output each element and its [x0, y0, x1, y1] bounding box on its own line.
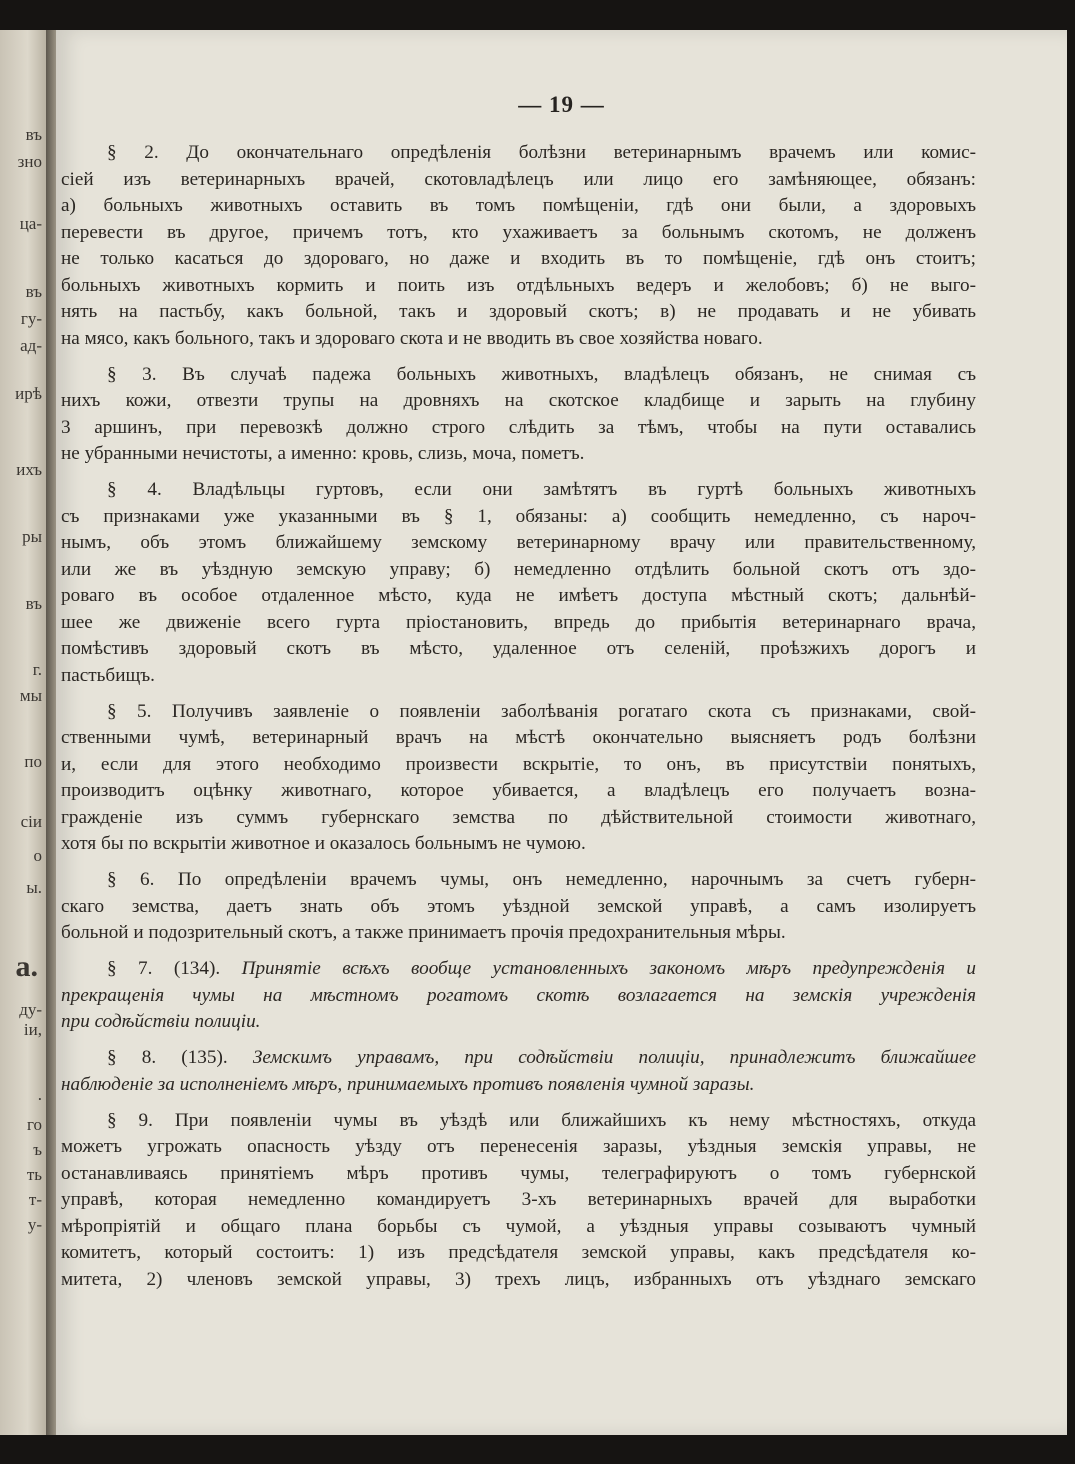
left-page-fragment: ад-	[20, 336, 42, 355]
text-line	[61, 167, 976, 194]
left-page-fragment: ца-	[19, 214, 42, 233]
line-text: Принятіе всѣхъ вообще установленныхъ закономъ мѣръ предупрежденія и	[241, 958, 977, 979]
text-line	[61, 699, 976, 726]
left-page-fragment: т-	[28, 1190, 42, 1209]
text-line	[61, 1009, 976, 1036]
line-text: шее же движеніе всего гурта пріостановить, впредь до прибытія ветеринарнаго врача,	[61, 611, 976, 633]
text-line	[61, 663, 976, 690]
section-number: § 9.	[107, 1109, 153, 1131]
left-page-fragment: ъ	[33, 1140, 42, 1159]
line-text: производитъ оцѣнку животнаго, которое убивается, а владѣлецъ его получаетъ возна-	[61, 780, 976, 801]
section-number: § 7. (134).	[107, 958, 221, 979]
left-page-fragment: въ	[25, 125, 42, 144]
line-text: Владѣльцы гуртовъ, если они замѣтятъ въ гуртѣ больныхъ животныхъ	[192, 479, 977, 500]
text-line	[61, 725, 976, 752]
text-line	[61, 778, 976, 805]
line-text: При появленіи чумы въ уѣздѣ или ближайшихъ къ нему мѣстностяхъ, откуда	[174, 1109, 977, 1131]
line-text: нымъ, объ этомъ ближайшему земскому ветеринарному врачу или правительственному,	[61, 532, 976, 553]
left-page-fragment: ры	[22, 527, 42, 546]
line-text: можетъ угрожать опасность уѣзду отъ перенесенія заразы, уѣздныя земскія управы, не	[61, 1136, 976, 1157]
line-text: наблюденіе за исполненіемъ мѣръ, принимаемыхъ противъ появленія чумной заразы.	[61, 1073, 755, 1095]
left-page-fragment: ы.	[26, 878, 42, 897]
text-line	[61, 1214, 976, 1241]
text-line	[61, 831, 976, 858]
text-line	[61, 220, 976, 247]
text-line	[61, 752, 976, 779]
left-page-fragment: зно	[17, 152, 42, 171]
left-page-fragment: а.	[15, 950, 38, 983]
left-page-fragment: у-	[27, 1215, 42, 1234]
line-text: и, если для этого необходимо произвести вскрытіе, то онъ, въ присутствіи понятыхъ,	[61, 753, 976, 775]
line-text: митета, 2) членовъ земской управы, 3) трехъ лицъ, избранныхъ отъ уѣзднаго земскаго	[61, 1268, 976, 1290]
line-text: хотя бы по вскрытіи животное и оказалось больнымъ не чумою.	[61, 833, 586, 854]
text-line	[61, 441, 976, 468]
text-line	[61, 920, 976, 947]
left-page-fragment: іи,	[23, 1020, 42, 1039]
page-number: — 19 —	[518, 92, 605, 117]
page-text	[61, 140, 976, 1303]
line-text: больной и подозрительный скотъ, а также принимаетъ прочія предохранительныя мѣры.	[61, 922, 786, 943]
left-page-edge	[0, 30, 46, 1435]
text-line	[61, 1267, 976, 1294]
left-page-fragment: мы	[19, 686, 42, 705]
section-number: § 2.	[107, 142, 159, 163]
text-line	[61, 583, 976, 610]
left-page-fragment: ть	[26, 1165, 42, 1184]
left-page-fragment: въ	[25, 282, 42, 301]
line-text: больныхъ животныхъ кормить и поить изъ отдѣльныхъ ведеръ и желобовъ; б) не выго-	[61, 274, 976, 296]
line-text: а) больныхъ животныхъ оставить въ томъ помѣщеніи, гдѣ они были, а здоровыхъ	[61, 195, 976, 216]
text-line	[61, 1134, 976, 1161]
line-text: останавливаясь принятіемъ мѣръ противъ чумы, телеграфируютъ о томъ губернской	[61, 1162, 976, 1184]
section-number: § 8. (135).	[107, 1047, 228, 1068]
line-text: 3 аршинъ, при перевозкѣ должно строго слѣдить за тѣмъ, чтобы на пути оставались	[61, 416, 976, 438]
section-paragraph	[61, 1045, 976, 1098]
line-text: По опредѣленіи врачемъ чумы, онъ немедленно, нарочнымъ за счетъ губерн-	[177, 869, 976, 890]
book-page	[56, 30, 1067, 1435]
section-paragraph	[61, 867, 976, 947]
line-text: Земскимъ управамъ, при содѣйствіи полиціи, принадлежитъ ближайшее	[252, 1047, 977, 1068]
section-paragraph	[61, 699, 976, 858]
line-text: нять на пастьбу, какъ больной, такъ и здоровый скотъ; в) не продавать и не убивать	[61, 301, 976, 322]
text-line	[61, 299, 976, 326]
line-text: ственными чумѣ, ветеринарный врачъ на мѣстѣ окончательно выясняетъ родъ болѣзни	[61, 727, 976, 748]
line-text: не только касаться до здороваго, но даже и входить въ то помѣщеніе, гдѣ онъ стоитъ;	[61, 248, 976, 269]
text-line	[61, 636, 976, 663]
line-text: или же въ уѣздную земскую управу; б) немедленно отдѣлить больной скотъ отъ здо-	[61, 558, 976, 580]
text-line	[61, 1161, 976, 1188]
line-text: съ признаками уже указанными въ § 1, обязаны: а) сообщить немедленно, съ нароч-	[61, 505, 976, 527]
left-page-fragment: ирѣ	[15, 384, 42, 403]
section-paragraph	[61, 956, 976, 1036]
text-line	[61, 530, 976, 557]
left-page-fragment: ду-	[19, 1000, 42, 1019]
left-page-fragment: въ	[25, 594, 42, 613]
line-text: при содѣйствіи полиціи.	[61, 1011, 261, 1032]
text-line	[61, 1187, 976, 1214]
line-text: прекращенія чумы на мѣстномъ рогатомъ скотѣ возлагается на земскія учрежденія	[61, 984, 976, 1006]
text-line	[61, 557, 976, 584]
section-paragraph	[61, 1108, 976, 1294]
section-number: § 5.	[107, 700, 152, 722]
left-page-fragment: гу-	[20, 309, 42, 328]
line-text: перевести въ другое, причемъ тотъ, кто ухаживаетъ за больнымъ скотомъ, не долженъ	[61, 221, 976, 243]
section-paragraph	[61, 477, 976, 689]
text-line	[61, 362, 976, 389]
text-line	[61, 1108, 976, 1135]
line-text: на мясо, какъ больного, такъ и здороваго скота и не вводить въ свое хозяйства новаго.	[61, 327, 763, 349]
line-text: скаго земства, даетъ знать объ этомъ уѣздной земской управѣ, а самъ изолируетъ	[61, 895, 976, 917]
section-paragraph	[61, 362, 976, 468]
text-line	[61, 1045, 976, 1072]
line-text: нихъ кожи, отвезти трупы на дровняхъ на скотское кладбище и зарыть на глубину	[61, 390, 976, 411]
text-line	[61, 504, 976, 531]
text-line	[61, 1240, 976, 1267]
line-text: роваго въ особое отдаленное мѣсто, куда не имѣетъ доступа мѣстный скотъ; дальнѣй-	[61, 585, 976, 606]
text-line	[61, 415, 976, 442]
text-line	[61, 193, 976, 220]
text-line	[61, 956, 976, 983]
text-line	[61, 867, 976, 894]
line-text: Получивъ заявленіе о появленіи заболѣванія рогатаго скота съ признаками, свой-	[171, 700, 977, 722]
left-page-fragment: о	[33, 846, 42, 865]
section-number: § 4.	[107, 479, 162, 500]
text-line	[61, 246, 976, 273]
left-page-fragment: го	[26, 1115, 42, 1134]
left-page-fragment: сіи	[20, 812, 42, 831]
section-paragraph	[61, 140, 976, 352]
line-text: комитетъ, который состоитъ: 1) изъ предсѣдателя земской управы, какъ предсѣдателя ко-	[61, 1242, 976, 1263]
line-text: Въ случаѣ падежа больныхъ животныхъ, владѣлецъ обязанъ, не снимая съ	[182, 363, 977, 385]
line-text: гражденіе изъ суммъ губернскаго земства по дѣйствительной стоимости животнаго,	[61, 806, 976, 828]
line-text: пастьбищъ.	[61, 664, 155, 686]
line-text: мѣропріятій и общаго плана борьбы съ чумой, а уѣздныя управы созываютъ чумный	[61, 1215, 976, 1237]
text-line	[61, 326, 976, 353]
line-text: сіей изъ ветеринарныхъ врачей, скотовладѣлецъ или лицо его замѣняющее, обязанъ:	[61, 168, 976, 190]
left-page-fragment: .	[37, 1085, 42, 1104]
text-line	[61, 610, 976, 637]
left-page-fragment: г.	[32, 660, 42, 679]
line-text: помѣстивъ здоровый скотъ въ мѣсто, удаленное отъ селеній, проѣзжихъ дорогъ и	[61, 638, 976, 659]
section-number: § 6.	[107, 869, 155, 890]
left-page-fragment: по	[24, 752, 42, 771]
text-line	[61, 983, 976, 1010]
book-gutter	[46, 30, 56, 1435]
left-page-fragment: ихъ	[16, 460, 42, 479]
line-text: не убранными нечистоты, а именно: кровь, слизь, моча, пометъ.	[61, 443, 585, 464]
text-line	[61, 894, 976, 921]
line-text: До окончательнаго опредѣленія болѣзни ветеринарнымъ врачемъ или комис-	[186, 142, 976, 163]
text-line	[61, 1072, 976, 1099]
text-line	[61, 140, 976, 167]
text-line	[61, 388, 976, 415]
text-line	[61, 805, 976, 832]
line-text: управѣ, которая немедленно командируетъ 3-хъ ветеринарныхъ врачей для выработки	[61, 1189, 976, 1210]
section-number: § 3.	[107, 363, 157, 385]
text-line	[61, 477, 976, 504]
text-line	[61, 273, 976, 300]
